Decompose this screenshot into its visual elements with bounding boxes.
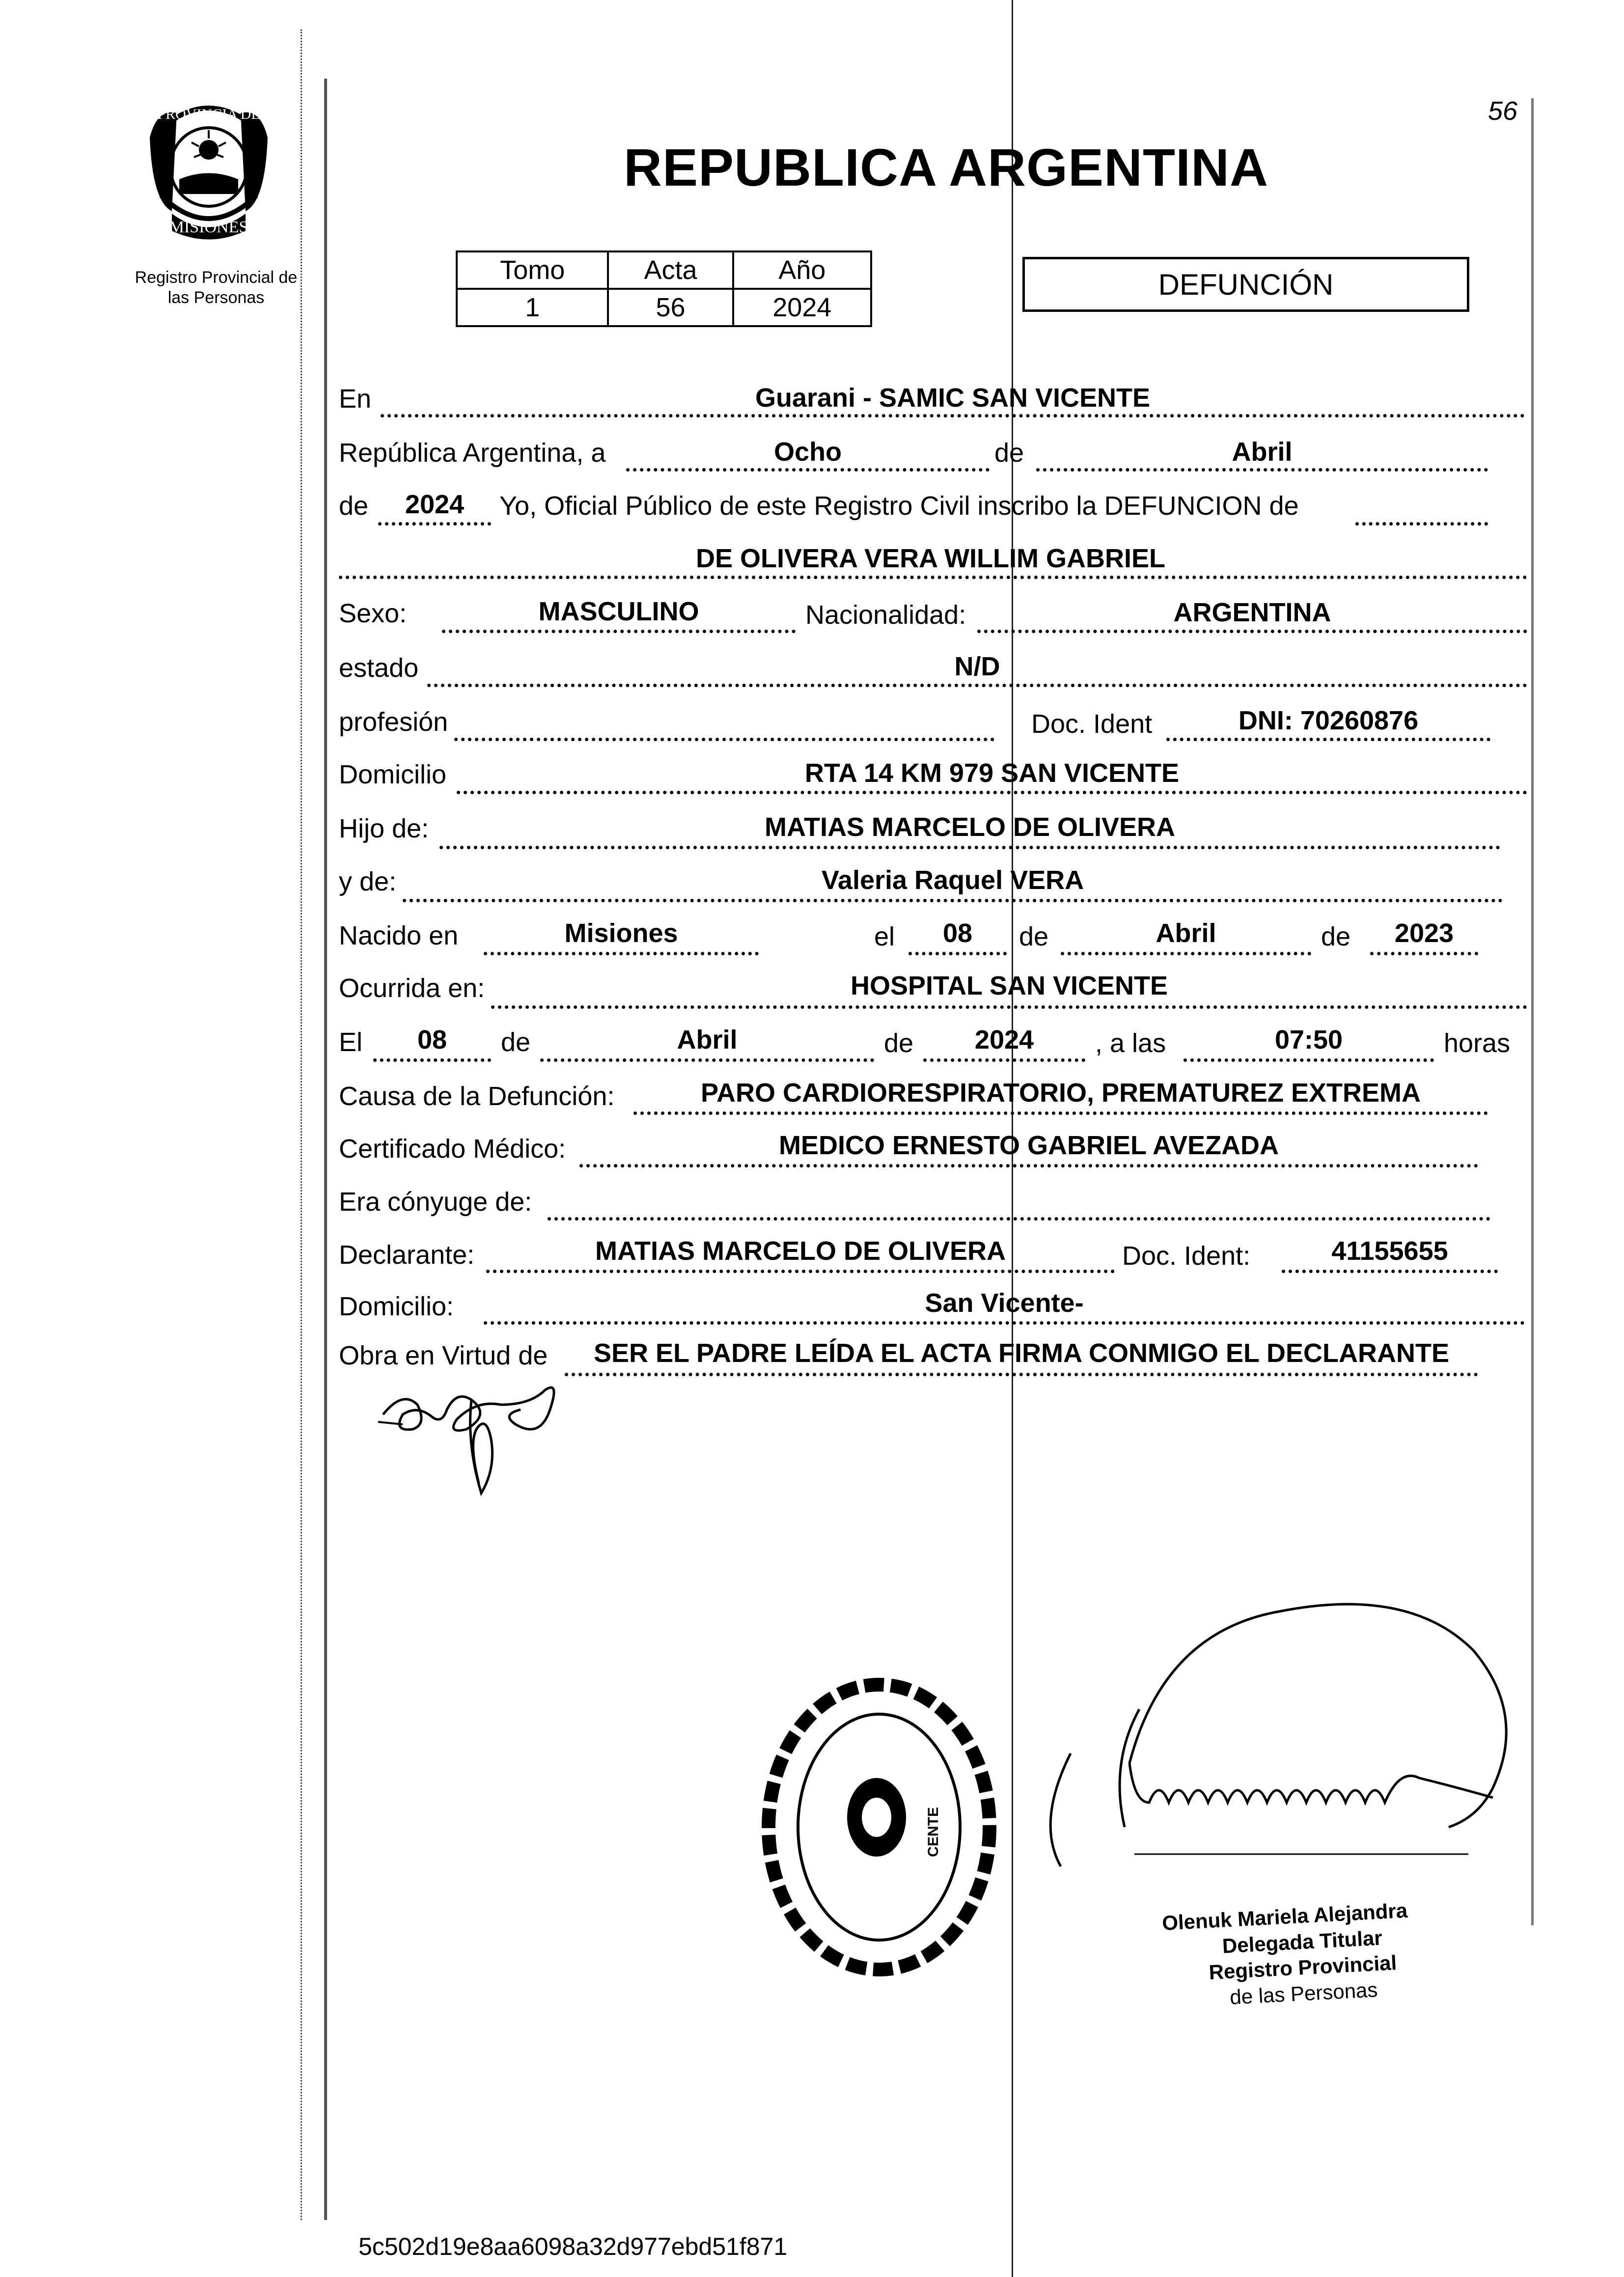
domicilio-line <box>457 791 1527 794</box>
official-signature <box>1007 1591 1557 1935</box>
declarante-doc-line <box>1282 1270 1498 1273</box>
domicilio-label: Domicilio <box>339 760 447 789</box>
death-day-value: 08 <box>417 1025 447 1055</box>
binding-line-left <box>301 29 302 2220</box>
birth-month-line <box>1061 952 1311 955</box>
page-number: 56 <box>1488 96 1518 126</box>
svg-text:CENTE: CENTE <box>925 1807 941 1857</box>
estado-line <box>427 684 1527 687</box>
document-hash: 5c502d19e8aa6098a32d977ebd51f871 <box>358 2233 788 2260</box>
certificado-line <box>579 1164 1478 1167</box>
stamp-line-1: Olenuk Mariela Alejandra <box>1161 1898 1408 1935</box>
death-place-value: HOSPITAL SAN VICENTE <box>850 971 1168 1000</box>
birth-year-value: 2023 <box>1394 918 1454 948</box>
causa-label: Causa de la Defunción: <box>339 1082 615 1111</box>
official-seal <box>756 1670 1002 1984</box>
year-value: 2024 <box>405 490 465 519</box>
de-label: de <box>994 438 1024 468</box>
registry-line-1: Registro Provincial de <box>135 268 298 287</box>
nacionalidad-value: ARGENTINA <box>1173 598 1331 627</box>
place-line <box>381 414 1525 417</box>
sexo-label: Sexo: <box>339 599 407 628</box>
hijo-label: Hijo de: <box>339 814 429 843</box>
tomo-value: 1 <box>457 289 608 326</box>
day-line <box>626 468 990 472</box>
father-line <box>440 846 1500 849</box>
page-title: REPUBLICA ARGENTINA <box>624 138 1268 197</box>
birth-day-value: 08 <box>942 918 973 948</box>
death-month-line <box>540 1058 874 1062</box>
stamp-line-4: de las Personas <box>1229 1977 1378 2009</box>
registry-line-2: las Personas <box>167 288 265 307</box>
act-table <box>456 250 872 327</box>
doc-ident2-label: Doc. Ident: <box>1122 1241 1251 1271</box>
doc-ident-value: DNI: 70260876 <box>1238 706 1419 735</box>
obra-line <box>565 1373 1478 1376</box>
en-label: En <box>339 384 372 414</box>
obra-label: Obra en Virtud de <box>339 1341 548 1370</box>
doc-ident-label: Doc. Ident <box>1031 709 1153 739</box>
death-de1-label: de <box>501 1027 531 1057</box>
declarante-value: MATIAS MARCELO DE OLIVERA <box>595 1236 1006 1266</box>
declarante-line <box>486 1270 1115 1273</box>
obra-value: SER EL PADRE LEÍDA EL ACTA FIRMA CONMIGO EL DECLARANTE <box>593 1338 1450 1368</box>
birth-de1-label: de <box>1019 922 1049 951</box>
birth-de2-label: de <box>1321 922 1351 951</box>
declaration-line <box>1355 522 1488 526</box>
death-place-line <box>491 1005 1527 1009</box>
el-label: el <box>874 922 895 951</box>
month-line <box>1036 468 1488 472</box>
death-year-value: 2024 <box>974 1025 1034 1055</box>
act-type: DEFUNCIÓN <box>1158 268 1334 301</box>
nacionalidad-line <box>977 630 1527 633</box>
declarant-signature <box>373 1370 589 1508</box>
causa-value: PARO CARDIORESPIRATORIO, PREMATUREZ EXTREMA <box>700 1078 1421 1108</box>
declarante-doc-value: 41155655 <box>1331 1236 1448 1266</box>
death-time-value: 07:50 <box>1274 1025 1343 1055</box>
declaration-text: Yo, Oficial Público de este Registro Civil inscribo la DEFUNCION de <box>499 491 1299 521</box>
deceased-name-line <box>339 576 1527 579</box>
declarante-domicilio-line <box>484 1321 1525 1325</box>
stamp-line-2: Delegada Titular <box>1221 1926 1383 1958</box>
causa-line <box>633 1111 1488 1115</box>
death-time-line <box>1184 1058 1434 1062</box>
death-month-value: Abril <box>677 1025 738 1055</box>
declarante-label: Declarante: <box>339 1240 475 1270</box>
sexo-value: MASCULINO <box>538 597 699 626</box>
mother-value: Valeria Raquel VERA <box>821 865 1084 895</box>
domicilio2-label: Domicilio: <box>339 1292 454 1321</box>
sexo-line <box>442 630 796 633</box>
conyuge-label: Era cónyuge de: <box>339 1187 532 1217</box>
place-value: Guarani - SAMIC SAN VICENTE <box>755 383 1151 413</box>
certificado-label: Certificado Médico: <box>339 1134 566 1164</box>
horas-label: horas <box>1444 1028 1511 1058</box>
official-stamp <box>1161 1898 1412 2014</box>
conyuge-line <box>548 1217 1490 1221</box>
father-value: MATIAS MARCELO DE OLIVERA <box>765 812 1175 842</box>
ocurrida-label: Ocurrida en: <box>339 973 485 1003</box>
binding-line-inner <box>324 79 327 2220</box>
estado-value: N/D <box>954 652 1000 681</box>
a-las-label: , a las <box>1095 1028 1166 1058</box>
tomo-header: Tomo <box>457 251 608 289</box>
day-text: Ocho <box>773 437 842 467</box>
year-label: de <box>339 491 369 521</box>
nacido-label: Nacido en <box>339 921 459 950</box>
acta-value: 56 <box>608 289 733 326</box>
death-day-line <box>373 1058 491 1062</box>
nacionalidad-label: Nacionalidad: <box>805 600 966 630</box>
acta-header: Acta <box>608 251 733 289</box>
domicilio-value: RTA 14 KM 979 SAN VICENTE <box>804 758 1180 788</box>
profesion-line <box>454 738 994 741</box>
estado-label: estado <box>339 653 419 683</box>
province-emblem-icon <box>142 93 275 246</box>
birth-year-line <box>1370 952 1478 955</box>
birth-place-line <box>484 952 759 955</box>
doc-ident-line <box>1166 738 1490 741</box>
certificado-value: MEDICO ERNESTO GABRIEL AVEZADA <box>778 1131 1279 1160</box>
el2-label: El <box>339 1027 363 1057</box>
death-year-line <box>923 1058 1085 1062</box>
anio-header: Año <box>733 251 871 289</box>
svg-text:PROVINCIA DE: PROVINCIA DE <box>157 106 260 122</box>
birth-month-value: Abril <box>1156 918 1216 948</box>
birth-place-value: Misiones <box>564 918 678 948</box>
profesion-label: profesión <box>339 707 448 737</box>
anio-value: 2024 <box>733 289 871 326</box>
y-de-label: y de: <box>339 867 397 896</box>
deceased-name: DE OLIVERA VERA WILLIM GABRIEL <box>696 544 1165 573</box>
month-text: Abril <box>1232 437 1293 467</box>
year-line <box>378 522 491 526</box>
act-type-box <box>1022 257 1469 312</box>
mother-line <box>403 899 1503 902</box>
birth-day-line <box>908 952 1007 955</box>
stamp-line-3: Registro Provincial <box>1208 1951 1398 1984</box>
registry-name <box>98 268 334 308</box>
republica-label: República Argentina, a <box>339 438 606 468</box>
svg-text:MISIONES: MISIONES <box>169 218 248 236</box>
death-de2-label: de <box>884 1028 914 1058</box>
declarante-domicilio-value: San Vicente- <box>925 1288 1084 1318</box>
